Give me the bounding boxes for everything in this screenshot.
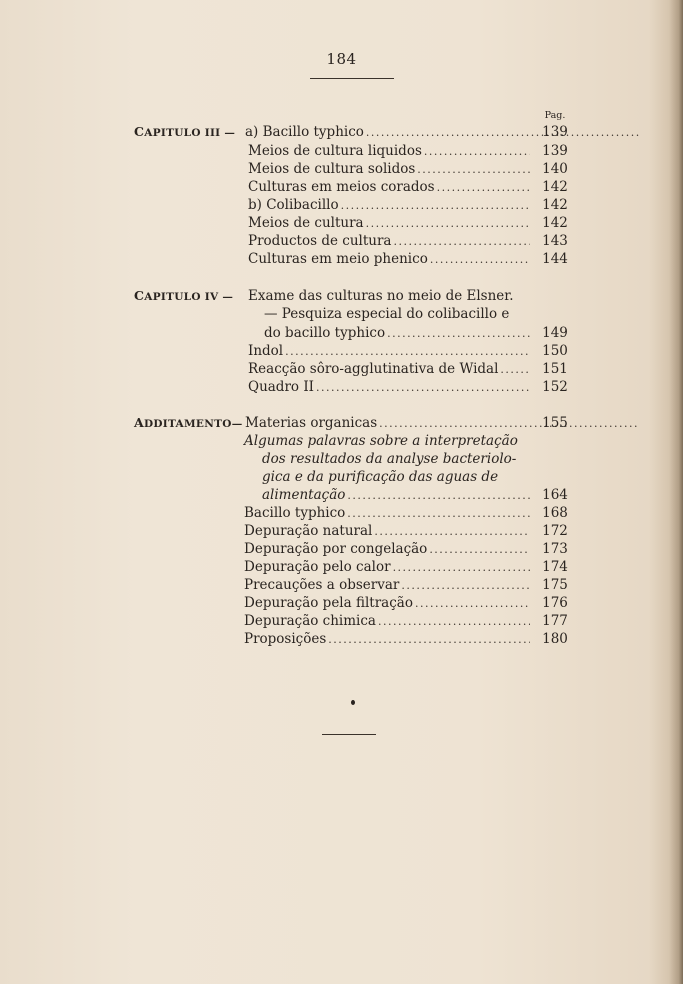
toc-row xyxy=(248,160,578,178)
entry-title: Exame das culturas no meio de Elsner. xyxy=(248,288,514,304)
entry-title: Precauções a observar xyxy=(244,577,400,593)
entry-page: 142 xyxy=(542,215,568,231)
toc-entry-continued xyxy=(264,305,509,323)
toc-entry xyxy=(262,486,530,505)
toc-row xyxy=(244,594,578,612)
entry-page: 176 xyxy=(542,595,568,611)
entry-title: Culturas em meio phenico xyxy=(248,251,428,267)
entry-title: gica e da purificação das aguas de xyxy=(262,469,499,485)
toc-entry xyxy=(244,630,530,649)
toc-row xyxy=(248,378,578,396)
footer-rule xyxy=(322,734,376,735)
toc-entry-continued xyxy=(262,468,498,486)
entry-page: 140 xyxy=(542,161,568,177)
toc-entry xyxy=(248,232,530,251)
toc-entry xyxy=(245,123,640,142)
entry-page: 172 xyxy=(542,523,568,539)
toc-entry xyxy=(244,612,530,631)
entry-page: 177 xyxy=(542,613,568,629)
chapter-label: CAPITULO III — xyxy=(134,124,236,139)
toc-entry xyxy=(248,178,530,197)
entry-page: 152 xyxy=(542,379,568,395)
entry-title: Quadro II xyxy=(248,379,314,395)
entry-title: Proposições xyxy=(244,631,327,647)
toc-row xyxy=(248,342,578,360)
page-edge-shadow xyxy=(669,0,683,984)
entry-title: Culturas em meios corados xyxy=(248,179,435,195)
entry-title: Depuração natural xyxy=(244,523,373,539)
toc-row xyxy=(248,360,578,378)
entry-page: 173 xyxy=(542,541,568,557)
entry-title: Depuração chimica xyxy=(244,613,376,629)
entry-page: 164 xyxy=(542,487,568,503)
page-number: 184 xyxy=(326,50,357,68)
toc-entry xyxy=(244,576,530,595)
toc-row xyxy=(248,232,578,250)
entry-page: 168 xyxy=(542,505,568,521)
entry-page: 142 xyxy=(542,179,568,195)
toc-entry xyxy=(244,504,530,523)
ink-dot xyxy=(351,700,355,705)
entry-title: — Pesquiza especial do colibacillo e xyxy=(264,306,510,322)
toc-entry xyxy=(244,594,530,613)
toc-row xyxy=(262,468,572,486)
entry-page: 155 xyxy=(542,415,568,431)
appendix-label: ADDITAMENTO— xyxy=(134,415,243,430)
entry-page: 180 xyxy=(542,631,568,647)
entry-title: dos resultados da analyse bacteriolo- xyxy=(262,451,517,467)
toc-entry-continued xyxy=(244,432,518,450)
entry-title: alimentação xyxy=(262,487,346,503)
toc-entry xyxy=(248,342,530,361)
toc-row xyxy=(244,540,578,558)
toc-entry xyxy=(245,414,640,433)
entry-title: Bacillo typhico xyxy=(244,505,346,521)
toc-row xyxy=(244,504,578,522)
entry-page: 139 xyxy=(542,143,568,159)
entry-page: 139 xyxy=(542,124,568,140)
entry-title: Productos de cultura xyxy=(248,233,392,249)
entry-page: 144 xyxy=(542,251,568,267)
toc-row xyxy=(244,522,578,540)
toc-row xyxy=(248,214,578,232)
entry-page: 151 xyxy=(542,361,568,377)
toc-entry xyxy=(248,360,530,379)
toc-entry xyxy=(264,324,530,343)
pag-column-header: Pag. xyxy=(544,110,566,121)
entry-title: Indol xyxy=(248,343,284,359)
toc-row xyxy=(248,142,578,160)
toc-row xyxy=(244,630,578,648)
toc-entry xyxy=(244,522,530,541)
entry-page: 149 xyxy=(542,325,568,341)
toc-row xyxy=(264,324,578,342)
entry-title: Depuração por congelação xyxy=(244,541,428,557)
toc-row xyxy=(248,196,578,214)
toc-row xyxy=(262,450,572,468)
toc-row xyxy=(248,178,578,196)
toc-entry xyxy=(248,196,530,215)
toc-row xyxy=(134,414,574,432)
toc-row xyxy=(262,486,578,504)
chapter-label: CAPITULO IV — xyxy=(134,288,234,303)
toc-entry-continued xyxy=(262,450,516,468)
entry-title: a) Bacillo typhico xyxy=(245,124,364,140)
entry-title: do bacillo typhico xyxy=(264,325,386,341)
toc-row xyxy=(134,123,574,141)
toc-entry xyxy=(248,250,530,269)
entry-page: 174 xyxy=(542,559,568,575)
entry-title: Meios de cultura solidos xyxy=(248,161,416,177)
toc-row xyxy=(244,432,574,450)
toc-entry xyxy=(244,540,530,559)
entry-page: 143 xyxy=(542,233,568,249)
toc-entry-continued xyxy=(248,287,514,305)
entry-title: Algumas palavras sobre a interpretação xyxy=(244,433,518,449)
toc-row xyxy=(248,250,578,268)
entry-title: Depuração pela filtração xyxy=(244,595,413,611)
entry-title: b) Colibacillo xyxy=(248,197,339,213)
toc-row xyxy=(244,576,578,594)
toc-entry xyxy=(248,160,530,179)
entry-title: Reacção sôro-agglutinativa de Widal xyxy=(248,361,499,377)
entry-title: Meios de cultura xyxy=(248,215,364,231)
toc-row xyxy=(244,558,578,576)
toc-entry xyxy=(244,558,530,577)
toc-entry xyxy=(248,378,530,397)
toc-row xyxy=(264,305,564,323)
entry-page: 175 xyxy=(542,577,568,593)
toc-row xyxy=(134,287,574,305)
entry-title: Materias organicas xyxy=(245,415,378,431)
header-rule xyxy=(310,78,394,79)
entry-page: 150 xyxy=(542,343,568,359)
toc-entry xyxy=(248,142,530,161)
toc-row xyxy=(244,612,578,630)
entry-page: 142 xyxy=(542,197,568,213)
toc-entry xyxy=(248,214,530,233)
entry-title: Meios de cultura liquidos xyxy=(248,143,422,159)
entry-title: Depuração pelo calor xyxy=(244,559,391,575)
